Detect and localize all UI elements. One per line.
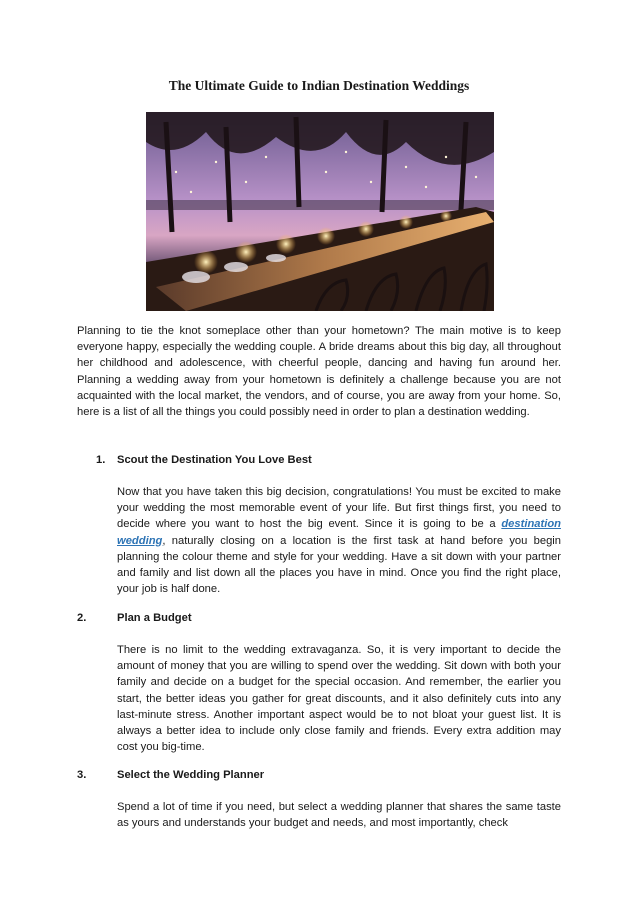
- destination-wedding-link[interactable]: destination wedding: [117, 518, 561, 547]
- section-1-text-a: Now that you have taken this big decision, congratulations! You must be excited to make your wedding the most memorable event of your life. But first things first, you need to decide where you want to host the big event. Since it is going to be a: [117, 486, 561, 531]
- intro-paragraph: Planning to tie the knot someplace other than your hometown? The main motive is to keep everyone happy, especially the wedding couple. A bride dreams about this big day, all throughout her childhood and adolescence, with cheerful people, dancing and having fun around her. Planning a wedding away from your hometown is definitely a challenge because you are not acquainted with the local market, the vendors, and of course, you are away from your home. So, here is a list of all the things you could possibly need in order to plan a destination wedding.: [77, 325, 561, 419]
- section-3-number: 3.: [77, 769, 87, 781]
- section-2-heading: Plan a Budget: [117, 612, 192, 624]
- document-title: The Ultimate Guide to Indian Destination Weddings: [168, 78, 470, 93]
- section-1-body: [117, 484, 561, 597]
- section-2-number: 2.: [77, 612, 87, 624]
- section-1-text-b: , naturally closing on a location is the first task at hand before you begin planning the colour theme and style for your wedding. Have a sit down with your partner and family and list down all the places you have in mind. Once you find the right place, your job is half done.: [117, 534, 561, 596]
- section-1-heading: Scout the Destination You Love Best: [117, 454, 312, 466]
- section-2-body: There is no limit to the wedding extravaganza. So, it is very important to decide the amount of money that you are willing to spend over the wedding. Sit down with both your family and decide on a budget for the special occasion. And remember, the earlier you start, the better ideas you gather for great discounts, and it also definitely cuts into any last-minute stress. Another important aspect would be to not bloat your guest list. It is always a better idea to include only close family and friends. Every extra addition may cost you big-time.: [117, 644, 561, 754]
- section-3-body: Spend a lot of time if you need, but select a wedding planner that shares the same taste as yours and understands your budget and needs, and most importantly, check: [117, 801, 561, 830]
- section-3-heading: Select the Wedding Planner: [117, 769, 265, 781]
- section-1-number: 1.: [96, 454, 106, 466]
- wedding-table-photo-icon: [146, 112, 494, 311]
- hero-image: [146, 112, 494, 311]
